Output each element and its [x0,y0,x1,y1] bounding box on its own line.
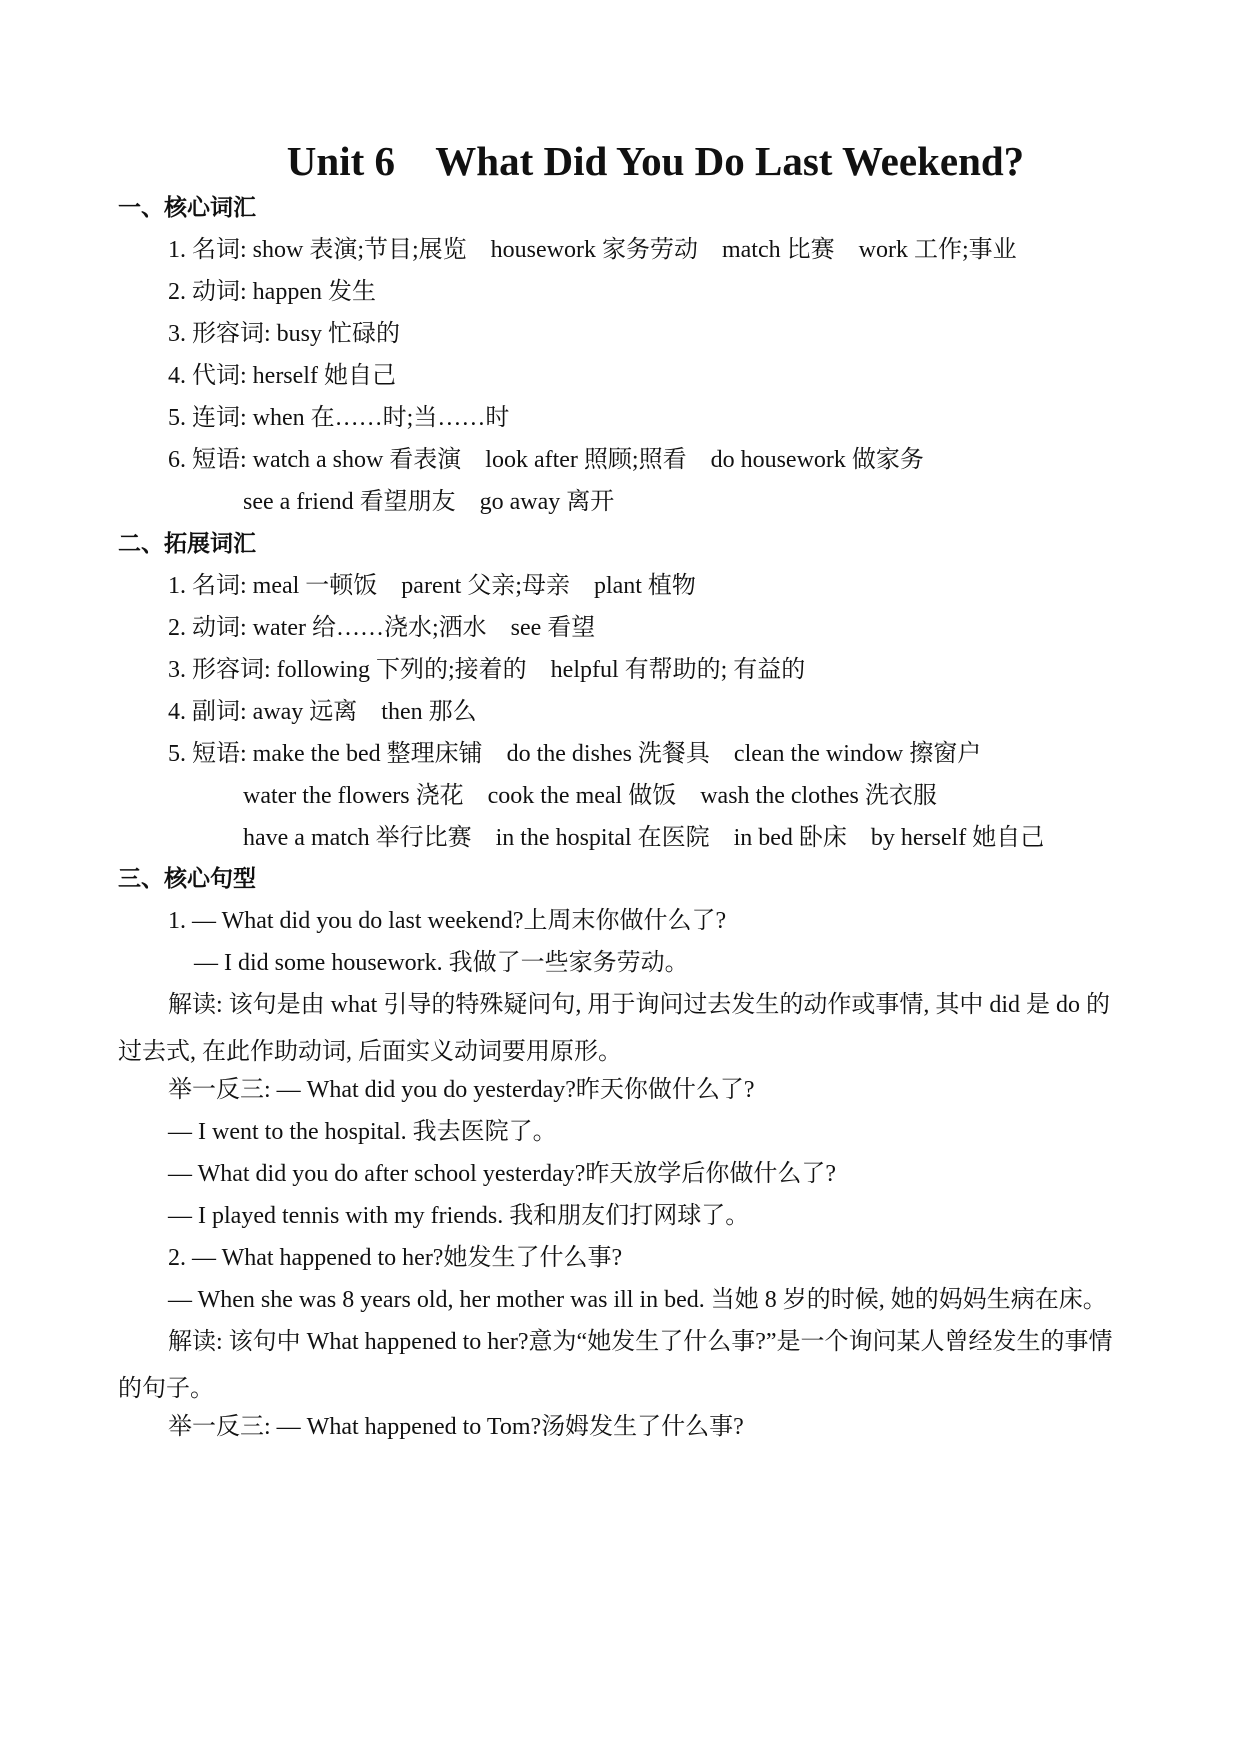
sentence-2-question: 2. — What happened to her?她发生了什么事? [168,1245,623,1271]
section-heading-core-sentences: 三、核心句型 [118,866,256,892]
sentence-1-question: 1. — What did you do last weekend?上周末你做什么了? [168,908,727,934]
ext-line-adverbs: 4. 副词: away 远离 then 那么 [168,699,477,725]
vocab-line-adjectives: 3. 形容词: busy 忙碌的 [168,321,401,347]
vocab-line-conjunctions: 5. 连词: when 在……时;当……时 [168,405,510,431]
page-title: Unit 6 What Did You Do Last Weekend? [286,138,1025,184]
example-1-answer-b: — I played tennis with my friends. 我和朋友们打网球了。 [168,1203,750,1229]
ext-line-phrases-cont-2: have a match 举行比赛 in the hospital 在医院 in bed 卧床 by herself 她自己 [243,825,1045,851]
explanation-1: 解读: 该句是由 what 引导的特殊疑问句, 用于询问过去发生的动作或事情, 其中 did 是 do 的过去式, 在此作助动词, 后面实义动词要用原形。 [118,992,1110,1065]
ext-line-phrases: 5. 短语: make the bed 整理床铺 do the dishes 洗餐具 clean the window 擦窗户 [168,741,982,767]
vocab-line-phrases: 6. 短语: watch a show 看表演 look after 照顾;照看 do housework 做家务 [168,447,924,473]
sentence-2-answer: — When she was 8 years old, her mother was ill in bed. 当她 8 岁的时候, 她的妈妈生病在床。 [168,1287,1107,1313]
ext-line-phrases-cont-1: water the flowers 浇花 cook the meal 做饭 wash the clothes 洗衣服 [243,783,937,809]
sentence-1-answer: — I did some housework. 我做了一些家务劳动。 [194,950,689,976]
example-1-answer-a: — I went to the hospital. 我去医院了。 [168,1119,557,1145]
section-heading-extended-vocabulary: 二、拓展词汇 [118,531,256,557]
ext-line-adjectives: 3. 形容词: following 下列的;接着的 helpful 有帮助的; 有益的 [168,657,806,683]
example-1-question-a: 举一反三: — What did you do yesterday?昨天你做什么了? [168,1077,755,1103]
section-heading-core-vocabulary: 一、核心词汇 [118,195,256,221]
vocab-line-nouns: 1. 名词: show 表演;节目;展览 housework 家务劳动 match 比赛 work 工作;事业 [168,237,1017,263]
ext-line-verbs: 2. 动词: water 给……浇水;洒水 see 看望 [168,615,596,641]
explanation-2: 解读: 该句中 What happened to her?意为“她发生了什么事?”是一个询问某人曾经发生的事情的句子。 [118,1329,1113,1402]
ext-line-nouns: 1. 名词: meal 一顿饭 parent 父亲;母亲 plant 植物 [168,573,696,599]
vocab-line-verbs: 2. 动词: happen 发生 [168,279,376,305]
example-1-question-b: — What did you do after school yesterday?昨天放学后你做什么了? [168,1161,837,1187]
vocab-line-pronouns: 4. 代词: herself 她自己 [168,363,396,389]
vocab-line-phrases-cont: see a friend 看望朋友 go away 离开 [243,489,615,515]
example-2-question: 举一反三: — What happened to Tom?汤姆发生了什么事? [168,1414,744,1440]
